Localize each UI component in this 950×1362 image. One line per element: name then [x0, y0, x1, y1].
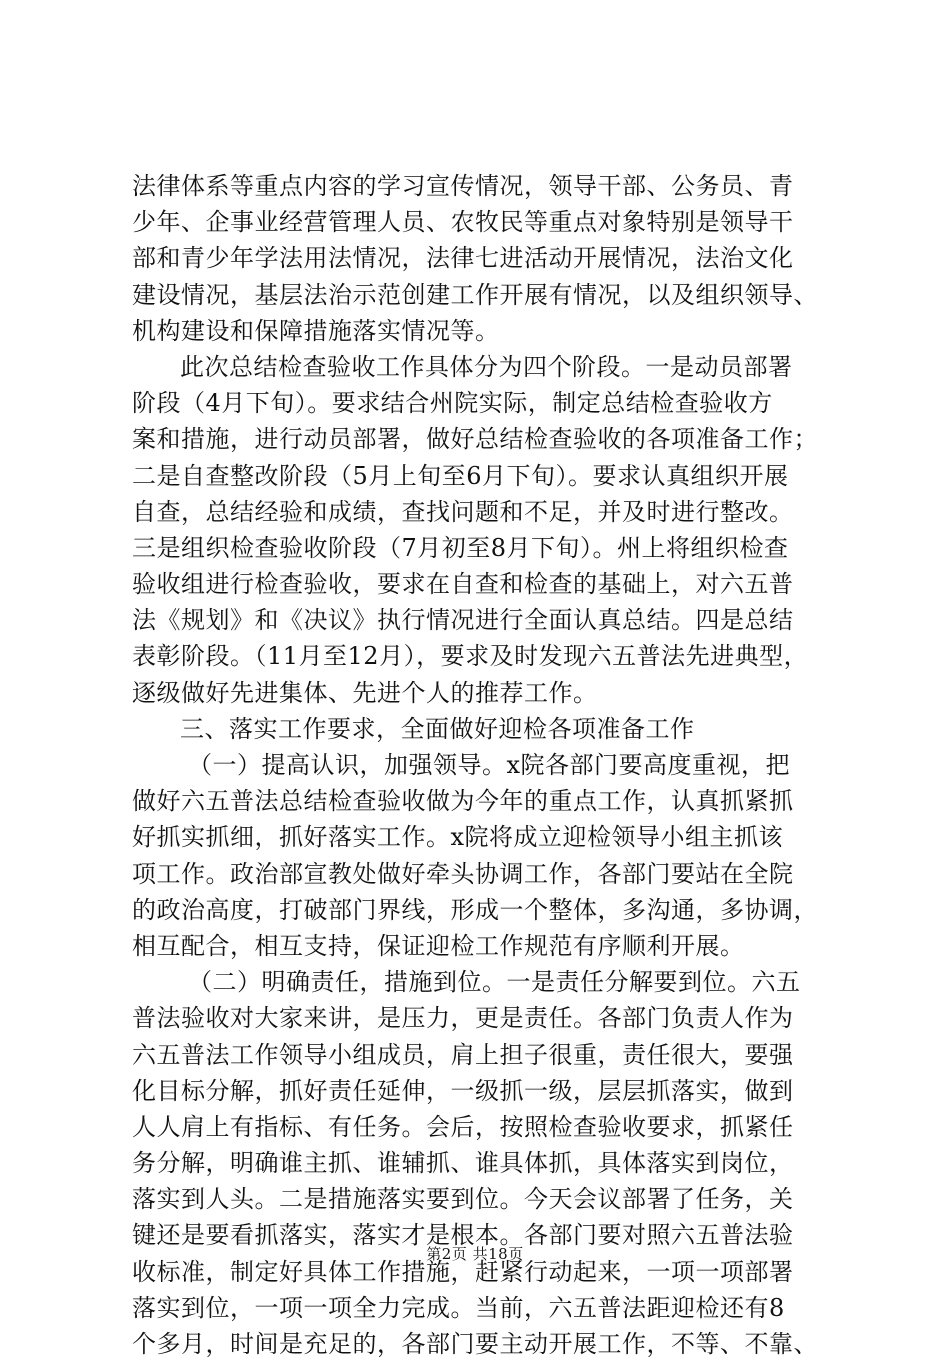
- body-text: [132, 168, 872, 1362]
- text-line: 务分解，明确谁主抓、谁辅抓、谁具体抓，具体落实到岗位，: [132, 1149, 794, 1178]
- text-line: 六五普法工作领导小组成员，肩上担子很重，责任很大，要强: [132, 1040, 794, 1069]
- text-line: 逐级做好先进集体、先进个人的推荐工作。: [132, 678, 598, 707]
- text-line: 好抓实抓细，抓好落实工作。x院将成立迎检领导小组主抓该: [132, 823, 784, 852]
- text-line: 普法验收对大家来讲，是压力，更是责任。各部门负责人作为: [132, 1004, 794, 1033]
- text-line: 落实到位，一项一项全力完成。当前，六五普法距迎检还有8: [132, 1293, 785, 1322]
- page-footer: 第2页 共18页: [426, 1245, 524, 1263]
- text-line: 阶段（4月下旬）。要求结合州院实际，制定总结检查验收方: [132, 389, 773, 418]
- text-line: 落实到人头。二是措施落实要到位。今天会议部署了任务，关: [132, 1185, 794, 1214]
- text-line: 收标准，制定好具体工作措施，赶紧行动起来，一项一项部署: [132, 1257, 794, 1286]
- text-line: 化目标分解，抓好责任延伸，一级抓一级，层层抓落实，做到: [132, 1076, 794, 1105]
- text-line: 案和措施，进行动员部署，做好总结检查验收的各项准备工作；: [132, 425, 818, 454]
- text-line: 个多月，时间是充足的，各部门要主动开展工作，不等、不靠、: [132, 1330, 818, 1358]
- text-line: 自查，总结经验和成绩，查找问题和不足，并及时进行整改。: [132, 497, 794, 526]
- text-line: 验收组进行检查验收，要求在自查和检查的基础上，对六五普: [132, 570, 794, 599]
- text-line: 法律体系等重点内容的学习宣传情况，领导干部、公务员、青: [132, 172, 794, 200]
- paragraph-start-line: （一）提高认识，加强领导。x院各部门要高度重视，把: [188, 751, 791, 779]
- text-line: 项工作。政治部宣教处做好牵头协调工作，各部门要站在全院: [132, 859, 794, 888]
- text-line: 机构建设和保障措施落实情况等。: [132, 316, 500, 345]
- section-heading: 三、落实工作要求，全面做好迎检各项准备工作: [180, 714, 695, 743]
- text-line: 部和青少年学法用法情况，法律七进活动开展情况，法治文化: [132, 244, 794, 273]
- text-line: 三是组织检查验收阶段（7月初至8月下旬）。州上将组织检查: [132, 533, 789, 562]
- paragraph-start-line: 此次总结检查验收工作具体分为四个阶段。一是动员部署: [180, 352, 793, 381]
- text-line: 人人肩上有指标、有任务。会后，按照检查验收要求，抓紧任: [132, 1112, 794, 1141]
- text-line: 做好六五普法总结检查验收做为今年的重点工作，认真抓紧抓: [132, 787, 794, 816]
- text-line: 建设情况，基层法治示范创建工作开展有情况，以及组织领导、: [132, 280, 818, 309]
- text-line: 少年、企事业经营管理人员、农牧民等重点对象特别是领导干: [132, 208, 794, 237]
- text-line: 表彰阶段。（11月至12月），要求及时发现六五普法先进典型，: [132, 642, 809, 671]
- text-line: 的政治高度，打破部门界线，形成一个整体，多沟通，多协调，: [132, 895, 818, 924]
- text-line: 二是自查整改阶段（5月上旬至6月下旬）。要求认真组织开展: [132, 461, 789, 490]
- paragraph-start-line: （二）明确责任，措施到位。一是责任分解要到位。六五: [188, 968, 801, 997]
- text-line: 法《规划》和《决议》执行情况进行全面认真总结。四是总结: [132, 606, 794, 635]
- text-line: 相互配合，相互支持，保证迎检工作规范有序顺利开展。: [132, 931, 745, 960]
- text-line: 键还是要看抓落实，落实才是根本。各部门要对照六五普法验: [132, 1221, 794, 1250]
